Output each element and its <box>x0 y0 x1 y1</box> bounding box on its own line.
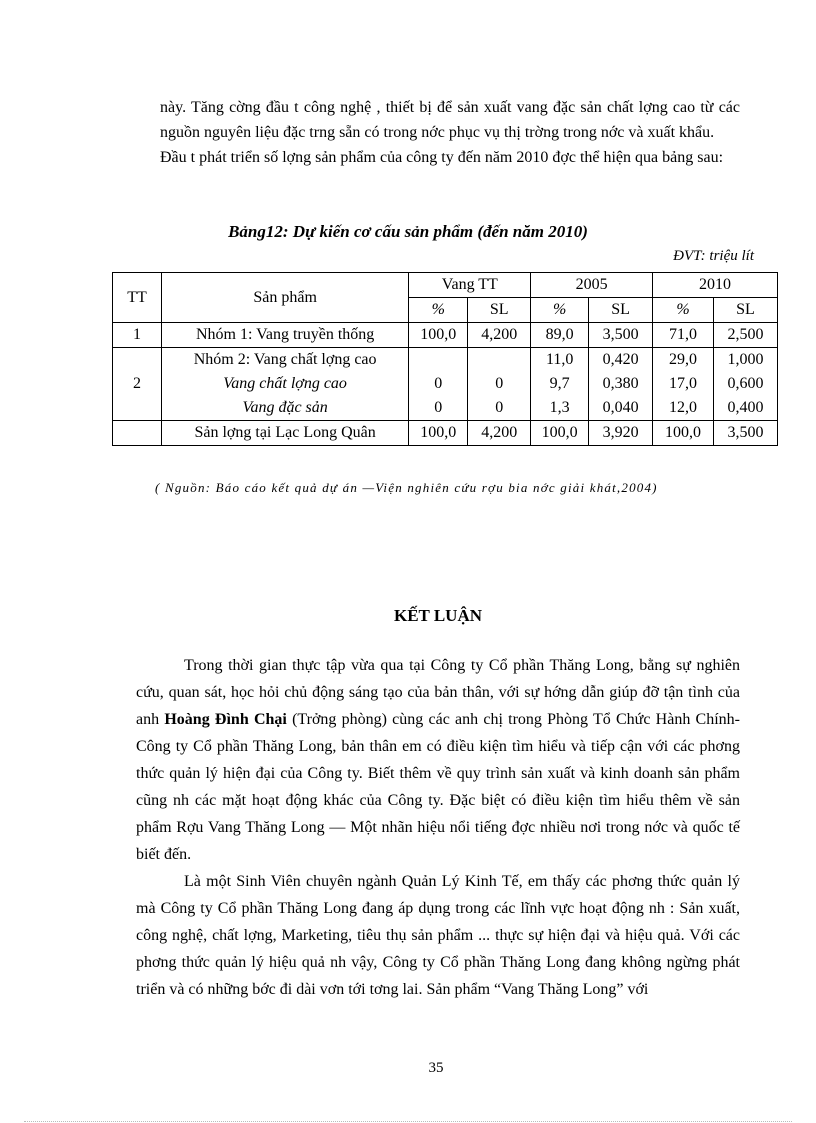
table-row <box>113 323 778 348</box>
header-tt: TT <box>113 273 162 323</box>
subheader-sl: SL <box>713 298 777 323</box>
cell-value: 0,400 <box>727 399 764 416</box>
row-product <box>161 348 408 421</box>
header-2005: 2005 <box>531 273 653 298</box>
row-tt: 2 <box>113 348 162 421</box>
product-sub-label: Vang đặc sản <box>242 399 328 416</box>
cell-value: 3,500 <box>713 421 777 446</box>
header-product: Sản phẩm <box>161 273 408 323</box>
cell-value: 100,0 <box>653 421 714 446</box>
table-title: Bảng12: Dự kiến cơ cấu sản phẩm (đến năm 2010) <box>228 222 588 241</box>
cell-stack <box>713 348 777 421</box>
cell-value: 89,0 <box>531 323 589 348</box>
cell-value: 0 <box>495 399 504 416</box>
intro-paragraph-2: Đầu t phát triển số lợng sản phẩm của công ty đến năm 2010 đợc thể hiện qua bảng sau: <box>160 149 724 166</box>
cell-value: 0 <box>495 375 504 392</box>
header-2010: 2010 <box>653 273 778 298</box>
cell-value: 4,200 <box>468 421 531 446</box>
conclusion-heading: KẾT LUẬN <box>393 606 482 625</box>
header-vang-tt: Vang TT <box>409 273 531 298</box>
cell-value: 2,500 <box>713 323 777 348</box>
row-tt <box>113 421 162 446</box>
table-header-row <box>113 273 778 298</box>
subheader-pct: % <box>653 298 714 323</box>
cell-stack <box>468 348 531 421</box>
row-product: Sản lợng tại Lạc Long Quân <box>161 421 408 446</box>
subheader-pct: % <box>409 298 468 323</box>
row-tt: 1 <box>113 323 162 348</box>
conclusion-paragraph-2: Là một Sinh Viên chuyên ngành Quản Lý Kinh Tế, em thấy các phơng thức quản lý mà Công ty Cổ phần Thăng Long đang áp dụng trong các lĩnh vực hoạt động nh : Sản xuất, công nghệ, chất lợng, Marketing, tiêu thụ sản phẩm ... thực sự hiện đại và hiệu quả. Với các phơng thức quản lý hiệu quả nh vậy, Công ty Cổ phần Thăng Long đang không ngừng phát triển và có những bớc đi dài vơn tới tơng lai. Sản phẩm “Vang Thăng Long” với <box>136 873 740 998</box>
page-bottom-border <box>24 1121 792 1122</box>
cell-value: 1,000 <box>727 351 764 368</box>
cell-value: 29,0 <box>669 351 698 368</box>
subheader-pct: % <box>531 298 589 323</box>
cell-value: 11,0 <box>545 351 574 368</box>
cell-value: 0,420 <box>602 351 639 368</box>
person-name: Hoàng Đình Chại <box>164 711 287 728</box>
cell-stack <box>531 348 589 421</box>
table-source-note: ( Nguồn: Báo cáo kết quả dự án —Viện nghiên cứu rợu bia nớc giải khát,2004) <box>155 480 658 495</box>
cell-value: 1,3 <box>549 399 570 416</box>
cell-value: 0,600 <box>727 375 764 392</box>
table-unit: ĐVT: triệu lít <box>673 248 754 264</box>
paragraph-text: (Trởng phòng) cùng các anh chị trong Phòng Tổ Chức Hành Chính- Công ty Cổ phần Thăng Long, bản thân em có điều kiện tìm hiểu và tiếp cận với các phơng thức quản lý hiện đại của Công ty. Biết thêm về quy trình sản xuất và kinh doanh sản phẩm cũng nh các mặt hoạt động khác của Công ty. Đặc biệt có điều kiện tìm hiểu thêm về sản phẩm Rợu Vang Thăng Long — Một nhãn hiệu nổi tiếng đợc nhiều nơi trong nớc và quốc tế biết đến. <box>136 711 740 863</box>
product-group-label: Nhóm 2: Vang chất lợng cao <box>193 351 377 368</box>
product-sub-label: Vang chất lợng cao <box>223 375 347 392</box>
table-row <box>113 421 778 446</box>
cell-value: 0 <box>434 375 443 392</box>
subheader-sl: SL <box>468 298 531 323</box>
cell-stack <box>653 348 714 421</box>
table-row <box>113 348 778 421</box>
cell-value: 0,380 <box>602 375 639 392</box>
cell-value: 17,0 <box>669 375 698 392</box>
page-number: 35 <box>428 1060 444 1076</box>
subheader-sl: SL <box>589 298 653 323</box>
cell-value: 3,500 <box>589 323 653 348</box>
intro-paragraph-1: này. Tăng cờng đầu t công nghệ , thiết bị để sản xuất vang đặc sản chất lợng cao từ các nguồn nguyên liệu đặc trng sẵn có trong nớc phục vụ thị trờng trong nớc và xuất khẩu. <box>160 99 740 141</box>
conclusion-paragraph-1 <box>136 652 740 868</box>
cell-value: 4,200 <box>468 323 531 348</box>
conclusion-body <box>136 652 740 1003</box>
cell-value: 0 <box>434 399 443 416</box>
cell-value: 100,0 <box>409 323 468 348</box>
cell-stack <box>409 348 468 421</box>
cell-value: 9,7 <box>549 375 570 392</box>
product-structure-table <box>112 272 778 446</box>
cell-value: 100,0 <box>531 421 589 446</box>
cell-value: 3,920 <box>589 421 653 446</box>
row-product: Nhóm 1: Vang truyền thống <box>161 323 408 348</box>
paragraph-text: Trong thời gian thực tập vừa qua tại Công ty Cổ phần Thăng Long, bằng sự nghiên cứu, quan sát, học hỏi chủ động sáng tạo của bản thân, với sự hớng dẫn giúp đỡ tận tình của anh <box>136 657 740 728</box>
cell-stack <box>589 348 653 421</box>
intro-text <box>160 95 740 170</box>
cell-value: 100,0 <box>409 421 468 446</box>
cell-value: 0,040 <box>602 399 639 416</box>
cell-value: 12,0 <box>669 399 698 416</box>
cell-value: 71,0 <box>653 323 714 348</box>
